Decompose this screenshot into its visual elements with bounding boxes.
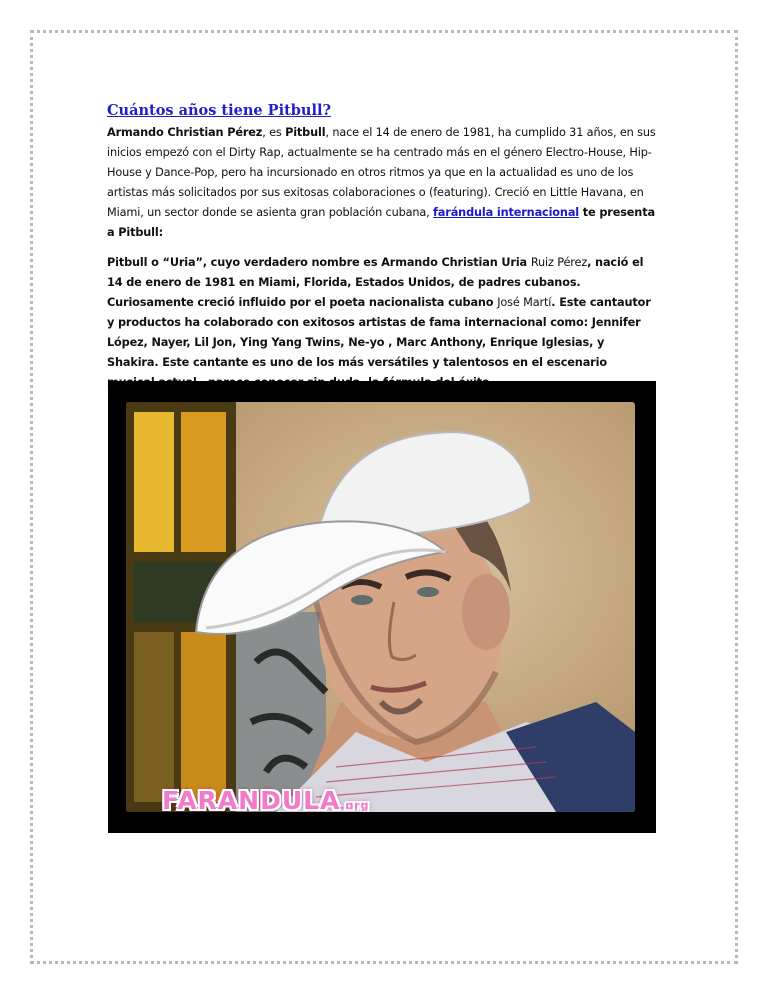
text-span: te presenta a Pitbull: — [107, 206, 655, 239]
text-span: , es — [262, 126, 286, 139]
article — [107, 101, 657, 393]
text-span: José Martí — [497, 296, 552, 309]
text-span: , Lil Jon, Ying Yang Twins, — [186, 336, 349, 349]
text-span: Ruiz Pérez — [530, 256, 588, 269]
portrait-illustration — [126, 402, 635, 812]
photo-frame — [108, 381, 656, 833]
paragraph-intro — [107, 123, 657, 243]
farandula-watermark-logo: FARANDULA.org — [162, 786, 370, 812]
text-span: . Este cantautor y productos ha colaborado con exitosos artistas de fama internacional como: — [107, 296, 651, 329]
text-span: . Este cantante es uno de los más versátiles y talentosos en el escenario — [154, 356, 607, 369]
paragraph-bio — [107, 253, 657, 393]
text-span: , nació el 14 de enero de 1981 en Miami, Florida, Estados Unidos, de padres cubanos. Curiosamente creció influido por el poeta nacionalista cubano — [107, 256, 644, 309]
text-span: , nace el 14 de enero de 1981, ha cumplido 31 años, en sus inicios empezó con el Dirty Rap, actualmente se ha centrado más en el género Electro-House, Hip-House y Dance-Pop, pero ha incursionado en otros ritmos ya que en la actualidad es uno de los artistas más solicitados por sus exitosas colaboraciones o (featuring). Creció en Little Havana, en Miami, un sector donde se asienta gran población cubana, — [107, 126, 656, 219]
farandula-internacional-link[interactable]: farándula internacional — [433, 206, 580, 219]
text-span: Shakira — [107, 356, 155, 369]
text-span: Ne-yo , Marc Anthony, Enrique Iglesias — [348, 336, 590, 349]
text-span: Pitbull — [285, 126, 326, 139]
text-span: Jennifer López, Nayer — [107, 316, 641, 349]
pitbull-photo — [126, 402, 635, 812]
text-span: Armando Christian Pérez — [107, 126, 263, 139]
text-span: Pitbull o “Uria”, cuyo verdadero nombre es Armando Christian Uria — [107, 256, 531, 269]
article-title-link[interactable]: Cuántos años tiene Pitbull? — [107, 102, 331, 119]
text-span: , y — [589, 336, 605, 349]
